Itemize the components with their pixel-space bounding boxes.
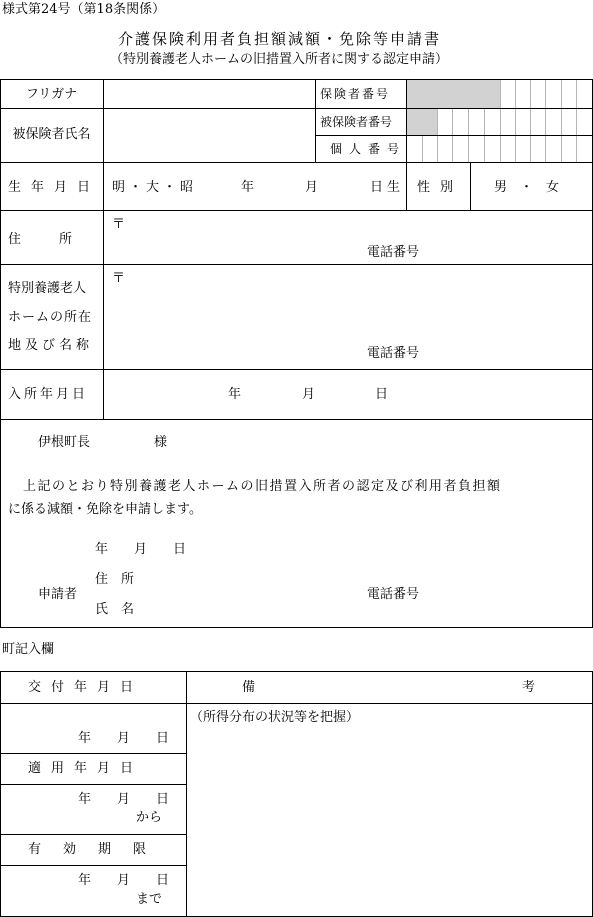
sex-label-divider-left — [406, 162, 407, 211]
admission-day-unit: 日 — [375, 387, 389, 402]
remarks-label-right: 考 — [522, 680, 536, 695]
address-postal-mark: 〒 — [112, 217, 126, 232]
insured-number-input[interactable] — [437, 109, 592, 135]
personal-number-input[interactable] — [407, 136, 592, 162]
address-phone-label: 電話番号 — [367, 245, 420, 260]
valid-period-label: 有効期限 — [28, 842, 169, 857]
office-row-divider — [0, 834, 186, 835]
row-divider-facility — [0, 264, 593, 265]
birth-year-unit: 年 — [241, 180, 255, 195]
form-number: 様式第24号（第18条関係） — [2, 2, 166, 17]
era-options[interactable]: 明・大・昭 — [112, 180, 198, 195]
insurer-number-label: 保険者番号 — [320, 87, 391, 101]
insured-name-input[interactable] — [104, 109, 315, 162]
applicant-address-label: 住 所 — [95, 572, 135, 587]
issue-date-value[interactable]: 年 月 日 — [78, 731, 170, 746]
declaration-text-line1: 上記のとおり特別養護老人ホームの旧措置入所者の認定及び利用者負担額 — [23, 479, 502, 494]
facility-phone-label: 電話番号 — [367, 346, 420, 361]
facility-label-line3: 地及び名称 — [8, 338, 94, 353]
application-date[interactable]: 年 月 日 — [95, 542, 187, 557]
table-left-border — [0, 79, 1, 628]
addressee-name: 伊根町長 — [38, 435, 91, 450]
insured-number-shaded-cell — [407, 109, 437, 135]
row-divider-admission — [0, 369, 593, 370]
applicant-name-label: 氏 名 — [95, 602, 135, 617]
office-table-left — [0, 671, 1, 917]
applicant-label: 申請者 — [38, 587, 78, 602]
apply-date-value[interactable]: 年 月 日 — [78, 792, 170, 807]
facility-label-line1: 特別養護老人 — [8, 281, 87, 296]
office-use-section-label: 町記入欄 — [2, 642, 55, 657]
office-table-middle — [186, 671, 187, 917]
sex-label-divider-right — [470, 162, 471, 211]
issue-date-label: 交付年月日 — [28, 680, 144, 695]
furigana-input[interactable] — [104, 80, 315, 108]
admission-date-label: 入所年月日 — [8, 387, 89, 402]
facility-label-line2: ホームの所在 — [8, 310, 93, 325]
birth-date-label: 生年月日 — [8, 180, 101, 195]
office-header-divider — [0, 703, 593, 704]
personal-number-label: 個人番号 — [330, 142, 407, 156]
furigana-label: フリガナ — [25, 87, 78, 102]
insurer-number-input[interactable] — [500, 80, 592, 108]
admission-year-unit: 年 — [228, 387, 242, 402]
sex-options[interactable]: 男 ・ 女 — [494, 180, 560, 195]
remarks-label-left: 備 — [242, 680, 256, 695]
valid-until-label: まで — [136, 892, 163, 907]
apply-date-label: 適用年月日 — [28, 761, 144, 776]
remarks-note: （所得分布の状況等を把握） — [190, 710, 360, 725]
row-divider-declaration — [0, 419, 593, 420]
address-input[interactable] — [130, 214, 585, 232]
facility-input[interactable] — [130, 268, 585, 338]
declaration-bottom-border — [0, 627, 593, 628]
insured-name-label: 被保険者氏名 — [12, 127, 91, 142]
office-table-top — [0, 671, 593, 672]
office-row-divider — [0, 753, 186, 754]
valid-until-value[interactable]: 年 月 日 — [78, 873, 170, 888]
form-title: 介護保険利用者負担額減額・免除等申請書 — [118, 30, 442, 48]
declaration-text-line2: に係る減額・免除を申請します。 — [8, 502, 202, 517]
sex-label: 性別 — [417, 180, 464, 195]
address-label: 住 所 — [8, 232, 77, 247]
row-divider-birth — [0, 162, 593, 163]
addressee-honorific: 様 — [154, 435, 168, 450]
facility-postal-mark: 〒 — [112, 271, 126, 286]
insured-number-label: 被保険者番号 — [320, 115, 393, 129]
remarks-input[interactable] — [190, 730, 588, 910]
applicant-phone-label: 電話番号 — [367, 587, 420, 602]
office-row-divider — [0, 784, 186, 785]
number-label-divider-left — [315, 79, 316, 163]
row-divider-address — [0, 210, 593, 211]
apply-from-label: から — [136, 810, 163, 825]
office-row-divider — [0, 865, 186, 866]
insurer-number-shaded-cells — [407, 80, 500, 108]
birth-day-unit: 日生 — [370, 180, 405, 195]
admission-month-unit: 月 — [302, 387, 316, 402]
birth-month-unit: 月 — [305, 180, 319, 195]
form-subtitle: （特別養護老人ホームの旧措置入所者に関する認定申請） — [110, 52, 449, 67]
